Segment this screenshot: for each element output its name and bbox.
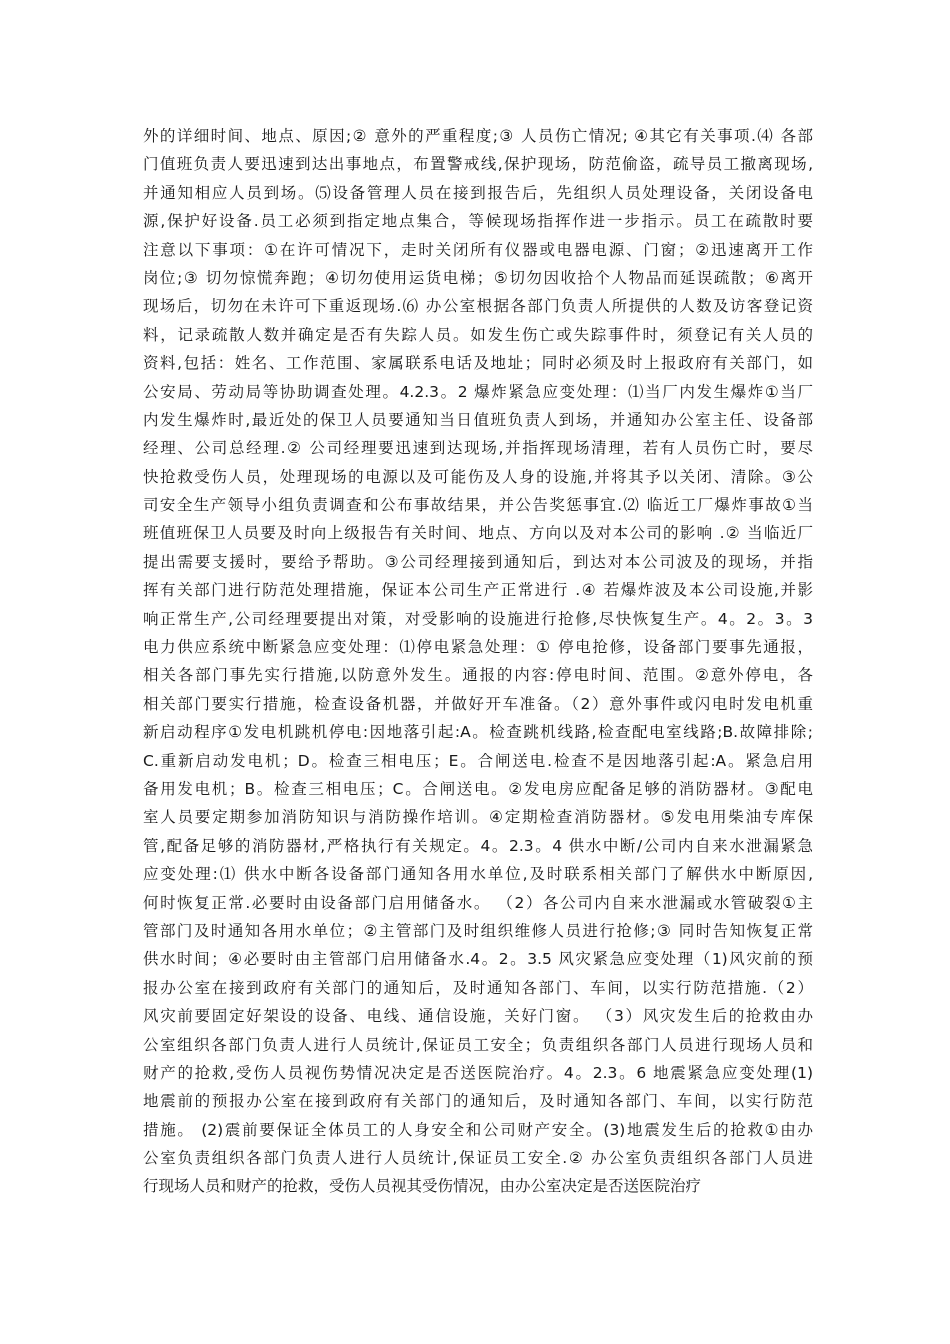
text-line: 新启动程序①发电机跳机停电:因地落引起:A。检查跳机线路,检查配电室线路;B.故障排除; bbox=[143, 723, 813, 742]
text-line: 响正常生产,公司经理要提出对策，对受影响的设施进行抢修,尽快恢复生产。4。2。3。3 bbox=[143, 609, 813, 628]
text-line: 公室组织各部门负责人进行人员统计,保证员工安全；负责组织各部门人员进行现场人员和 bbox=[143, 1035, 813, 1054]
text-line: 地震前的预报办公室在接到政府有关部门的通知后，及时通知各部门、车间，以实行防范 bbox=[143, 1092, 813, 1111]
text-line: 行现场人员和财产的抢救，受伤人员视其受伤情况，由办公室决定是否送医院治疗 bbox=[143, 1177, 702, 1196]
text-line: 管,配备足够的消防器材,严格执行有关规定。4。2.3。4 供水中断/公司内自来水泄漏紧急 bbox=[143, 836, 813, 855]
text-line: 快抢救受伤人员，处理现场的电源以及可能伤及人身的设施,并将其予以关闭、清除。③公 bbox=[143, 467, 813, 486]
text-line: 相关部门要实行措施，检查设备机器，并做好开车准备。（2）意外事件或闪电时发电机重 bbox=[143, 694, 813, 713]
text-line: 外的详细时间、地点、原因;② 意外的严重程度;③ 人员伤亡情况; ④其它有关事项.⑷ 各部 bbox=[143, 127, 813, 145]
text-line: 挥有关部门进行防范处理措施，保证本公司生产正常进行 .④ 若爆炸波及本公司设施,并影 bbox=[143, 581, 813, 600]
text-line: 风灾前要固定好架设的设备、电线、通信设施，关好门窗。 （3）风灾发生后的抢救由办 bbox=[143, 1007, 813, 1026]
text-line: 岗位;③ 切勿惊慌奔跑；④切勿使用运货电梯；⑤切勿因收拾个人物品而延误疏散；⑥离开 bbox=[143, 268, 813, 287]
text-line: 并通知相应人员到场。⑸设备管理人员在接到报告后，先组织人员处理设备，关闭设备电 bbox=[143, 183, 813, 202]
text-line: 何时恢复正常.必要时由设备部门启用储备水。 （2）各公司内自来水泄漏或水管破裂①主 bbox=[143, 893, 813, 912]
text-line: 门值班负责人要迅速到达出事地点，布置警戒线,保护现场，防范偷盗，疏导员工撤离现场, bbox=[143, 155, 813, 174]
text-line: 内发生爆炸时,最近处的保卫人员要通知当日值班负责人到场，并通知办公室主任、设备部 bbox=[143, 410, 813, 429]
body-text bbox=[143, 122, 813, 1201]
text-line: 现场后，切勿在未许可下重返现场.⑹ 办公室根据各部门负责人所提供的人数及访客登记资 bbox=[143, 297, 813, 316]
text-line: 供水时间；④必要时由主管部门启用储备水.4。2。3.5 风灾紧急应变处理（1)风灾前的预 bbox=[143, 950, 813, 969]
text-line: 应变处理:⑴ 供水中断各设备部门通知各用水单位,及时联系相关部门了解供水中断原因, bbox=[143, 865, 813, 884]
text-line: 公安局、劳动局等协助调查处理。4.2.3。2 爆炸紧急应变处理：⑴当厂内发生爆炸①当厂 bbox=[143, 382, 813, 401]
text-line: 管部门及时通知各用水单位；②主管部门及时组织维修人员进行抢修;③ 同时告知恢复正常 bbox=[143, 921, 813, 940]
text-line: C.重新启动发电机；D。检查三相电压；E。合闸送电.检查不是因地落引起:A。紧急启用 bbox=[143, 751, 813, 770]
text-line: 司安全生产领导小组负责调查和公布事故结果，并公告奖惩事宜.⑵ 临近工厂爆炸事故①当 bbox=[143, 496, 813, 515]
text-line: 室人员要定期参加消防知识与消防操作培训。④定期检查消防器材。⑤发电用柴油专库保 bbox=[143, 808, 813, 827]
text-line: 注意以下事项：①在许可情况下，走时关闭所有仪器或电器电源、门窗；②迅速离开工作 bbox=[143, 240, 813, 259]
text-line: 班值班保卫人员要及时向上级报告有关时间、地点、方向以及对本公司的影响 .② 当临近厂 bbox=[143, 524, 813, 543]
text-line: 源,保护好设备.员工必须到指定地点集合，等候现场指挥作进一步指示。员工在疏散时要 bbox=[143, 212, 813, 231]
text-line: 报办公室在接到政府有关部门的通知后，及时通知各部门、车间，以实行防范措施.（2） bbox=[143, 978, 813, 997]
text-line: 公室负责组织各部门负责人进行人员统计,保证员工安全.② 办公室负责组织各部门人员进 bbox=[143, 1149, 813, 1168]
text-line: 措施。 (2)震前要保证全体员工的人身安全和公司财产安全。(3)地震发生后的抢救①由办 bbox=[143, 1120, 813, 1139]
text-line: 料，记录疏散人数并确定是否有失踪人员。如发生伤亡或失踪事件时，须登记有关人员的 bbox=[143, 325, 813, 344]
text-line: 电力供应系统中断紧急应变处理：⑴停电紧急处理：① 停电抢修，设备部门要事先通报， bbox=[143, 638, 813, 657]
text-line: 经理、公司总经理.② 公司经理要迅速到达现场,并指挥现场清理，若有人员伤亡时，要尽 bbox=[143, 439, 813, 458]
text-line: 提出需要支援时，要给予帮助。③公司经理接到通知后，到达对本公司波及的现场，并指 bbox=[143, 552, 813, 571]
text-line: 财产的抢救,受伤人员视伤势情况决定是否送医院治疗。4。2.3。6 地震紧急应变处理(1) bbox=[143, 1063, 813, 1082]
text-line: 备用发电机；B。检查三相电压；C。合闸送电。②发电房应配备足够的消防器材。③配电 bbox=[143, 779, 813, 798]
text-line: 相关各部门事先实行措施,以防意外发生。通报的内容:停电时间、范围。②意外停电，各 bbox=[143, 666, 813, 685]
text-line: 资料,包括：姓名、工作范围、家属联系电话及地址；同时必须及时上报政府有关部门，如 bbox=[143, 354, 813, 373]
